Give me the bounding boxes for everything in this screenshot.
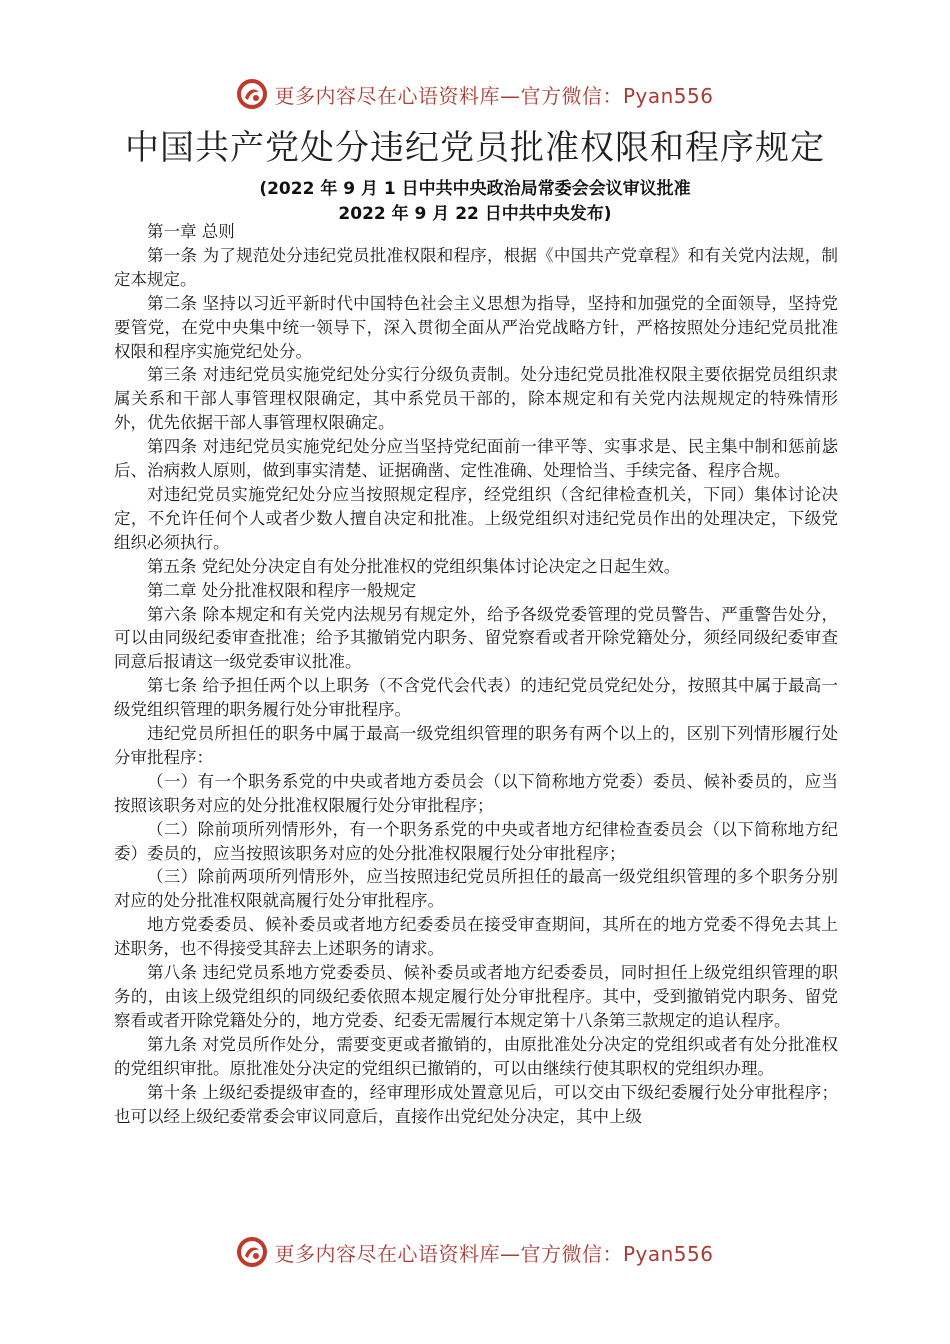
paragraph: （一）有一个职务系党的中央或者地方委员会（以下简称地方党委）委员、候补委员的，应当按照该职务对应的处分批准权限履行处分审批程序；	[114, 771, 838, 815]
document-body	[114, 220, 838, 1128]
paragraph: 违纪党员所担任的职务中属于最高一级党组织管理的职务有两个以上的，区别下列情形履行处分审批程序：	[114, 724, 838, 767]
paragraph: 第二条 坚持以习近平新时代中国特色社会主义思想为指导，坚持和加强党的全面领导，坚持党要管党，在党中央集中统一领导下，深入贯彻全面从严治党战略方针，严格按照处分违纪党员批准权限和程序实施党纪处分。	[114, 293, 838, 361]
chapter-heading: 第一章 总则	[147, 222, 235, 241]
watermark-text: 更多内容尽在心语资料库—官方微信：Pyan556	[274, 83, 714, 108]
chapter-heading: 第二章 处分批准权限和程序一般规定	[147, 580, 417, 600]
paragraph: 第四条 对违纪党员实施党纪处分应当坚持党纪面前一律平等、实事求是、民主集中制和惩前毖后、治病救人原则，做到事实清楚、证据确凿、定性准确、处理恰当、手续完备、程序合规。	[114, 437, 838, 481]
subtitle-line-2: 2022 年 9 月 22 日中共中央发布)	[338, 204, 612, 224]
paragraph: 第八条 违纪党员系地方党委委员、候补委员或者地方纪委委员，同时担任上级党组织管理的职务的，由该上级党组织的同级纪委依照本规定履行处分审批程序。其中，受到撤销党内职务、留党察看或者开除党籍处分的，地方党委、纪委无需履行本规定第十八条第三款规定的追认程序。	[114, 963, 838, 1030]
paragraph: 第七条 给予担任两个以上职务（不含党代会代表）的违纪党员党纪处分，按照其中属于最高一级党组织管理的职务履行处分审批程序。	[114, 676, 838, 720]
watermark-header	[0, 76, 950, 112]
paragraph: 第九条 对党员所作处分，需要变更或者撤销的，由原批准处分决定的党组织或者有处分批准权的党组织审批。原批准处分决定的党组织已撤销的，可以由继续行使其职权的党组织办理。	[114, 1034, 838, 1078]
page-title: 中国共产党处分违纪党员批准权限和程序规定	[125, 128, 825, 168]
paragraph: 第六条 除本规定和有关党内法规另有规定外，给予各级党委管理的党员警告、严重警告处分，可以由同级纪委审查批准；给予其撤销党内职务、留党察看或者开除党籍处分，须经同级纪委审查同意后报请这一级党委审议批准。	[114, 604, 838, 672]
paragraph: （二）除前项所列情形外，有一个职务系党的中央或者地方纪律检查委员会（以下简称地方纪委）委员的，应当按照该职务对应的处分批准权限履行处分审批程序；	[114, 819, 838, 863]
paragraph: 地方党委委员、候补委员或者地方纪委委员在接受审查期间，其所在的地方党委不得免去其上述职务，也不得接受其辞去上述职务的请求。	[114, 915, 838, 959]
watermark-footer	[0, 1234, 950, 1270]
paragraph: 第三条 对违纪党员实施党纪处分实行分级负责制。处分违纪党员批准权限主要依据党员组织隶属关系和干部人事管理权限确定，其中系党员干部的，除本规定和有关党内法规规定的特殊情形外，优先依据干部人事管理权限确定。	[114, 365, 838, 433]
watermark-text: 更多内容尽在心语资料库—官方微信：Pyan556	[274, 1241, 714, 1266]
red-circle-logo-icon	[236, 1236, 268, 1268]
paragraph: 对违纪党员实施党纪处分应当按照规定程序，经党组织（含纪律检查机关，下同）集体讨论决定，不允许任何个人或者少数人擅自决定和批准。上级党组织对违纪党员作出的处理决定，下级党组织必须执行。	[114, 484, 838, 552]
paragraph: （三）除前两项所列情形外，应当按照违纪党员所担任的最高一级党组织管理的多个职务分别对应的处分批准权限就高履行处分审批程序。	[114, 867, 838, 911]
paragraph: 第十条 上级纪委提级审查的，经审理形成处置意见后，可以交由下级纪委履行处分审批程序；也可以经上级纪委常委会审议同意后，直接作出党纪处分决定，其中上级	[114, 1082, 838, 1126]
red-circle-logo-icon	[236, 78, 268, 110]
paragraph: 第五条 党纪处分决定自有处分批准权的党组织集体讨论决定之日起生效。	[147, 556, 681, 576]
paragraph: 第一条 为了规范处分违纪党员批准权限和程序，根据《中国共产党章程》和有关党内法规，制定本规定。	[114, 245, 838, 289]
subtitle-line-1: (2022 年 9 月 1 日中共中央政治局常委会会议审议批准	[259, 179, 691, 199]
